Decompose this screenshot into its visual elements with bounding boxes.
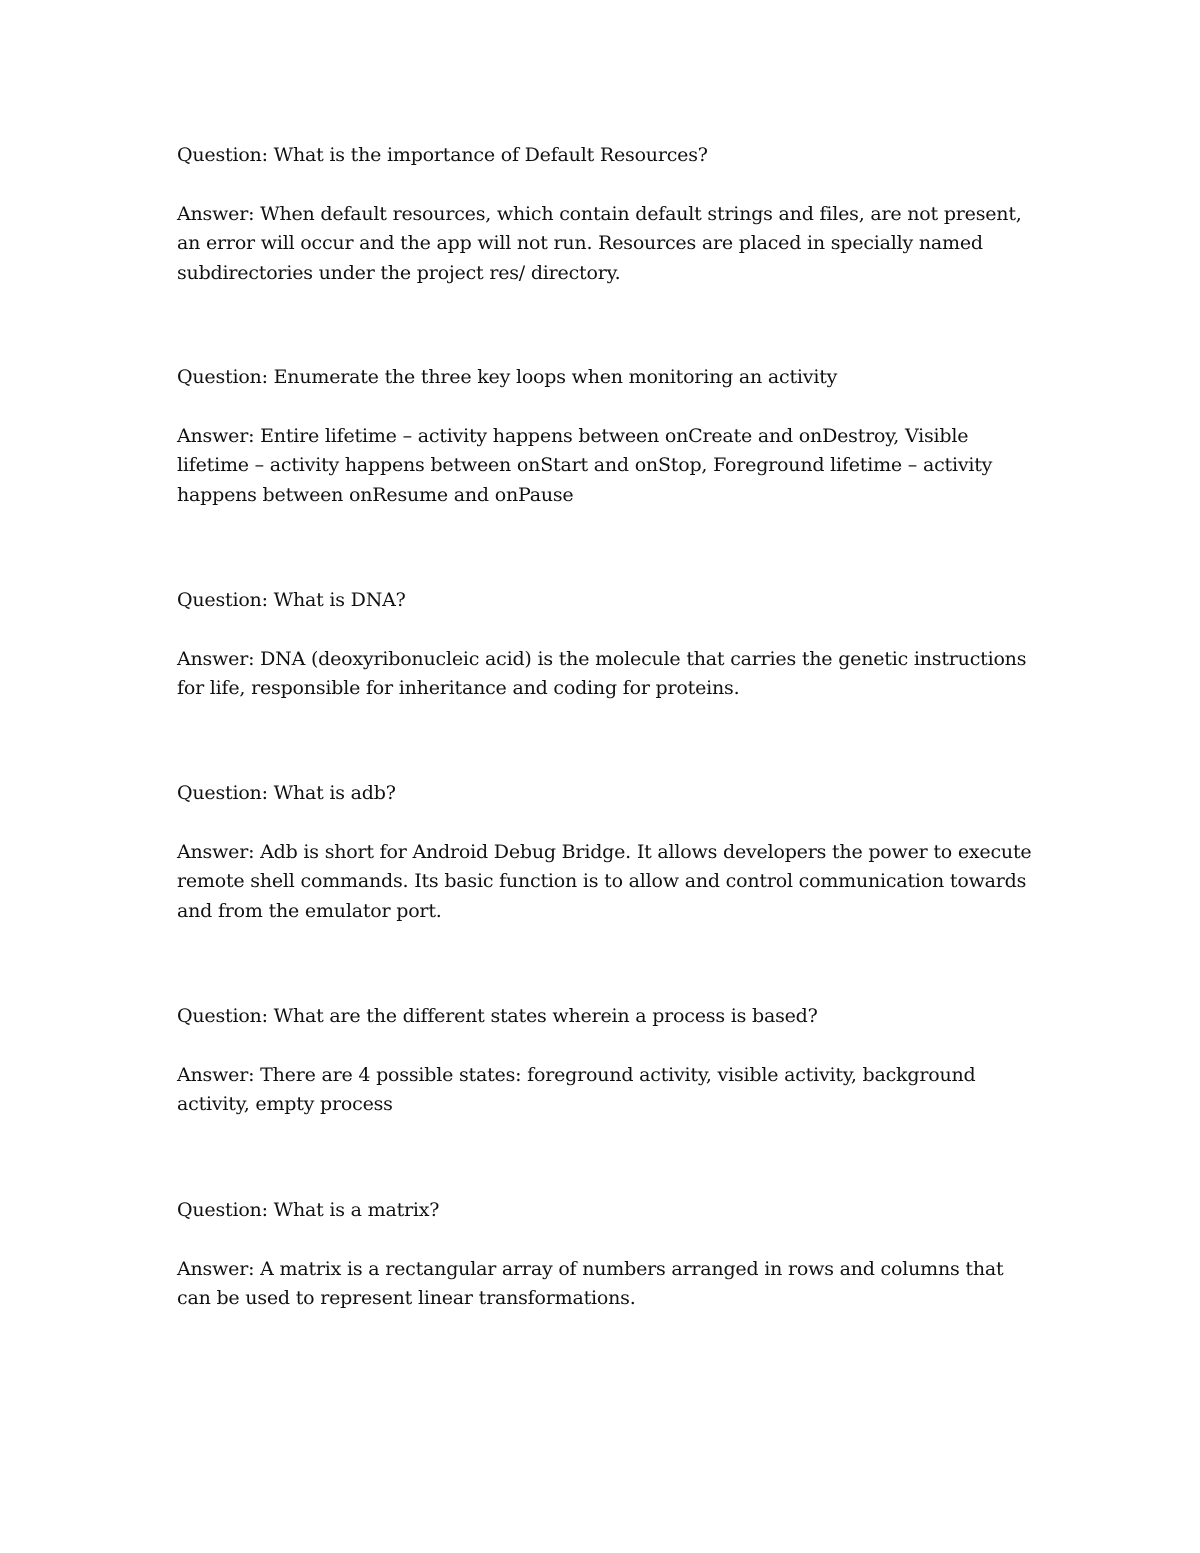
- qa-block-adb: [177, 779, 1037, 926]
- question-text: Question: Enumerate the three key loops when monitoring an activity: [177, 366, 838, 388]
- qa-block-matrix: [177, 1196, 1037, 1314]
- answer-text: Answer: DNA (deoxyribonucleic acid) is the molecule that carries the genetic instructions for life, responsible for inheritance and coding for proteins.: [177, 647, 1027, 699]
- answer-text: Answer: Entire lifetime – activity happens between onCreate and onDestroy, Visible lifetime – activity happens between onStart and onStop, Foreground lifetime – activity happens between onResume and onPause: [177, 424, 993, 506]
- qa-block-activity-loops: [177, 363, 1037, 510]
- qa-block-process-states: [177, 1002, 1037, 1120]
- question-text: Question: What is a matrix?: [177, 1199, 440, 1221]
- question-text: Question: What are the different states wherein a process is based?: [177, 1005, 818, 1027]
- answer-text: Answer: When default resources, which contain default strings and files, are not present, an error will occur and the app will not run. Resources are placed in specially named subdirectories under the project res/ directory.: [177, 202, 1022, 284]
- answer-text: Answer: A matrix is a rectangular array of numbers arranged in rows and columns that can be used to represent linear transformations.: [177, 1257, 1004, 1309]
- answer-text: Answer: There are 4 possible states: foreground activity, visible activity, background activity, empty process: [177, 1063, 976, 1115]
- question-text: Question: What is adb?: [177, 782, 396, 804]
- qa-block-default-resources: [177, 141, 1037, 288]
- qa-block-dna: [177, 586, 1037, 704]
- answer-text: Answer: Adb is short for Android Debug Bridge. It allows developers the power to execute remote shell commands. Its basic function is to allow and control communication towards and from the emulator port.: [177, 840, 1032, 922]
- question-text: Question: What is the importance of Default Resources?: [177, 144, 708, 166]
- question-text: Question: What is DNA?: [177, 589, 406, 611]
